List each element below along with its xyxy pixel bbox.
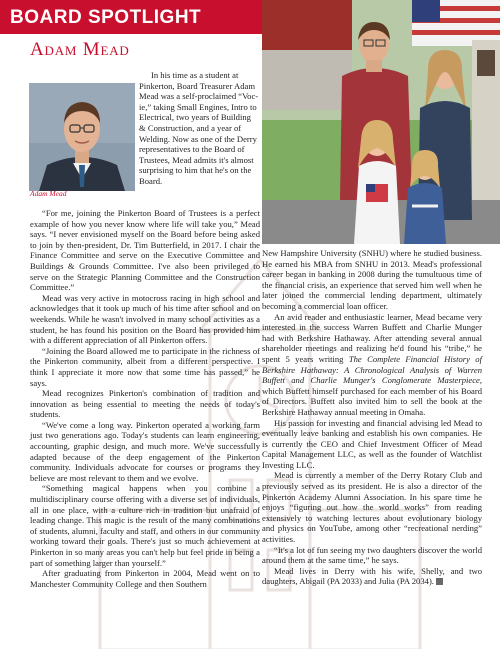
paragraph: Mead was very active in motocross racing in high school and acknowledges that it took up much of his time after school and on weekends. While he wasn't involved in many school activities as a student, he has found his position on the Board has provided him with a different appreciation of all Pinkerton offers. bbox=[30, 292, 260, 346]
paragraph-text: Mead lives in Derry with his wife, Shelly, and two daughters, Abigail (PA 2033) and Julia (PA 2034). bbox=[262, 565, 482, 587]
paragraph bbox=[262, 566, 482, 587]
paragraph: His passion for investing and financial advising led Mead to eventually leave banking and establish his own companies. He is currently the CEO and Chief Investment Officer of Mead Capital Management LLC, as well as the founder of Watchlist Investing LLC. bbox=[262, 417, 482, 470]
portrait-caption: Adam Mead bbox=[30, 189, 67, 198]
left-column bbox=[30, 208, 260, 589]
paragraph-text: An avid reader and enthusiastic learner, Mead became very interested in the success Warren Buffett and Charlie Munger had with Berkshire Hathaway. After attending several annual shareholder meetings and realizing he'd found his “tribe,” he spent 5 years writing bbox=[262, 311, 482, 364]
paragraph bbox=[262, 312, 482, 418]
paragraph: “Joining the Board allowed me to participate in the richness of the Pinkerton community, albeit from a different perspective. I think I appreciate it more now that some time has passed,” he says. bbox=[30, 345, 260, 388]
paragraph: After graduating from Pinkerton in 2004, Mead went on to Manchester Community College and then Southern bbox=[30, 568, 260, 589]
portrait-photo bbox=[29, 83, 135, 191]
section-title: BOARD SPOTLIGHT bbox=[10, 7, 202, 28]
paragraph-text: , which Buffett himself purchased for each member of his Board of Directors. Buffett also invited him to sell the book at the Berkshire Hathaway annual meeting in Omaha. bbox=[262, 375, 482, 417]
paragraph: “Something magical happens when you combine a multidisciplinary course offering with a diverse set of individuals, all in one place, with a culture rich in tradition but unafraid of leading change. This magic is the result of the many combinations of students, alumni, faculty and staff, and others in our community working toward their goals. There's just so much achievement at Pinkerton in so many areas you can't help but feel pride in being a part of something larger than yourself.” bbox=[30, 483, 260, 568]
paragraph: “It's a lot of fun seeing my two daughters discover the world around them at the same time,” he says. bbox=[262, 544, 482, 566]
book-title: The Complete Financial History of Berkshire Hathaway: A Chronological Analysis of Warren Buffett and Charlie Munger's Conglomerate Masterpiece bbox=[262, 353, 482, 386]
paragraph: “For me, joining the Pinkerton Board of Trustees is a perfect example of how you never know where life will take you,” Mead says. “I never envisioned myself on the Board before being asked to join by then-president, Dr. Tim Butterfield, in 2017. I chair the Finance Committee and serve on the Executive Committee and Buildings & Grounds Committee. I've also been privileged to serve on the Strategic Planning Committee and the Construction Committee.” bbox=[30, 208, 260, 293]
intro-paragraph bbox=[139, 70, 259, 187]
end-mark-icon bbox=[436, 578, 443, 585]
paragraph: New Hampshire University (SNHU) where he studied business. He earned his MBA from SNHU in 2013. Mead's professional career began in banking in 2008 during the tumultuous time of the financial crisis, an experience that served him well when he later joined the commercial lending department, ultimately becoming a commercial loan officer. bbox=[262, 248, 482, 311]
paragraph: “We've come a long way. Pinkerton operated a working farm just two generations ago. Today's students can learn engineering, accounting, graphic design, and much more. We've successfully adapted because of the deep engagement of the Pinkerton community. Individuals advocate for courses or programs they believe are most relevant to them and we evolve. bbox=[30, 419, 260, 483]
paragraph: Mead is currently a member of the Derry Rotary Club and previously served as its president. He is also a director of the Pinkerton Academy Alumni Association. In his spare time he enjoys “figuring out how the world works” from reading extensively to watching lectures about evolutionary biology and physics on YouTube, among other “recreational nerding” activities. bbox=[262, 470, 482, 545]
paragraph: Mead recognizes Pinkerton's combination of tradition and innovation as being essential to meeting the needs of today's students. bbox=[30, 388, 260, 420]
right-column bbox=[262, 248, 482, 587]
paragraph: In his time as a student at Pinkerton, Board Treasurer Adam Mead was a self-proclaimed “Voc-ie,” taking Small Engines, Intro to Electrical, two years of Building & Construction, and a year of Welding. Now as one of the Derry representatives to the Board of Trustees, Mead admits it's almost surprising to him that he's on the Board. bbox=[139, 70, 259, 186]
person-name-heading: Adam Mead bbox=[30, 39, 130, 60]
family-photo bbox=[262, 0, 500, 244]
